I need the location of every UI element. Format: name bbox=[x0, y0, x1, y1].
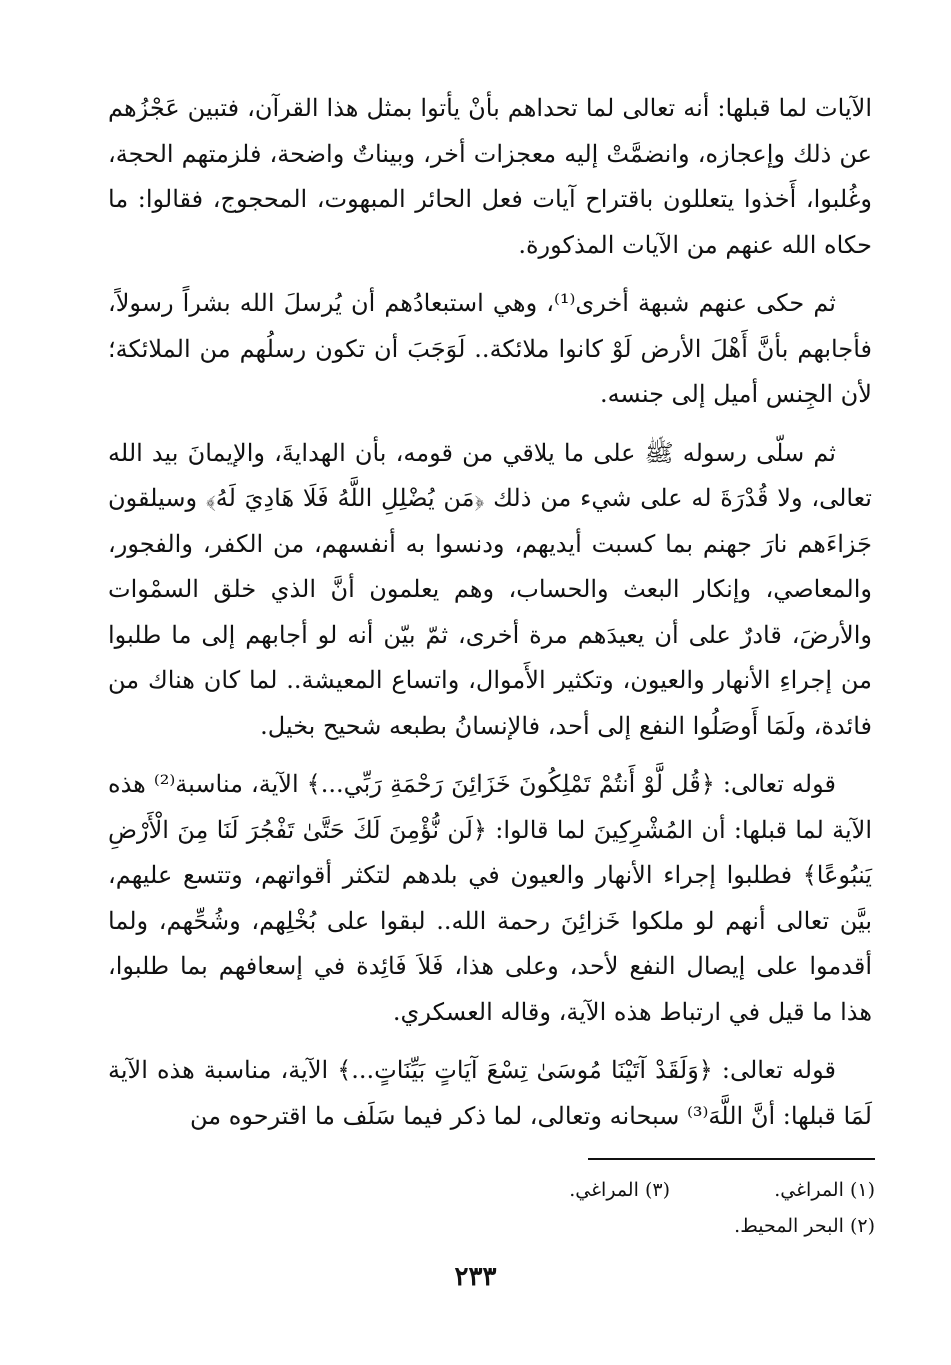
footnote-2 bbox=[670, 1208, 875, 1244]
footnotes bbox=[355, 1172, 875, 1244]
paragraph-3: ثم سلّى رسوله ﷺ على ما يلاقي من قومه، بأن الهدايةَ، والإيمانَ بيد الله تعالى، ولا قُدْرَةَ له على شيء من ذلك ﴿مَن يُضْلِلِ اللَّهُ فَلَا هَادِيَ لَهُ﴾ وسيلقون جَزاءَهم نارَ جهنم بما كسبت أيديهم، ودنسوا به أنفسهم، من الكفر، والفجور، والمعاصي، وإنكار البعث والحساب، وهم يعلمون أنَّ الذي خلق السمْوات والأرضَ، قادرٌ على أن يعيدَهم مرة أخرى، ثمّ بيّن أنه لو أجابهم إلى ما طلبوا من إجراءِ الأنهار والعيون، وتكثير الأَموال، واتساع المعيشة.. لما كان هناك من فائدة، ولَمَا أَوصَلُوا النفع إلى أحد، فالإنسانُ بطبعه شحيح بخيل. bbox=[108, 438, 872, 740]
footnote-number: (١) bbox=[849, 1179, 875, 1201]
paragraph-2: ثم حكى عنهم شبهة أخرى⁽¹⁾، وهي استبعادُهم أن يُرسلَ الله بشراً رسولاً، فأجابهم بأنَّ أَهْلَ الأرض لَوْ كانوا ملائكة.. لَوَجَبَ أن تكون رسلُهم من الملائكة؛ لأن الجِنس أميل إلى جنسه. bbox=[108, 289, 872, 408]
footnote-number: (٢) bbox=[849, 1215, 875, 1237]
footnote-text: المراغي. bbox=[569, 1179, 639, 1201]
footnote-3 bbox=[465, 1172, 670, 1208]
footnote-text: البحر المحيط. bbox=[734, 1215, 844, 1237]
body-text bbox=[108, 86, 872, 1152]
paragraph-5: قوله تعالى: ﴿وَلَقَدْ آتَيْنَا مُوسَىٰ تِسْعَ آيَاتٍ بَيِّنَاتٍ...﴾ الآية، مناسبة هذه الآية لَمَا قبلها: أنَّ اللَّهَ⁽³⁾ سبحانه وتعالى، لما ذكر فيما سَلَف ما اقترحوه من bbox=[108, 1056, 872, 1130]
page-number: ٢٣٣ bbox=[454, 1262, 497, 1292]
paragraph-4: قوله تعالى: ﴿قُل لَّوْ أَنتُمْ تَمْلِكُونَ خَزَائِنَ رَحْمَةِ رَبِّي...﴾ الآية، مناسبة⁽²⁾ هذه الآية لما قبلها: أن المُشْرِكِينَ لما قالوا: ﴿لَن نُّؤْمِنَ لَكَ حَتَّىٰ تَفْجُرَ لَنَا مِنَ الْأَرْضِ يَنبُوعًا﴾ فطلبوا إجراء الأنهار والعيون في بلدهم لتكثر أقواتهم، وتتسع عليهم، بيَّن تعالى أنهم لو ملكوا خَزائِنَ رحمة الله.. لبقوا على بُخْلِهم، وشُحِّهم، ولما أقدموا على إيصال النفع لأحد، وعلى هذا، فَلاَ فَائِدة في إسعافهم بما طلبوا، هذا ما قيل في ارتباط هذه الآية، وقاله العسكري. bbox=[108, 770, 872, 1026]
footnote-row bbox=[355, 1208, 875, 1244]
footnote-number: (٣) bbox=[644, 1179, 670, 1201]
paragraph-1: الآيات لما قبلها: أنه تعالى لما تحداهم بأنْ يأتوا بمثل هذا القرآن، فتبين عَجْزُهم عن ذلك وإعجازه، وانضمَّتْ إليه معجزات أخر، وبيناتٌ واضحة، فلزمتهم الحجة، وغُلبوا، أَخذوا يتعللون باقتراح آيات فعل الحائر المبهوت، المحجوج، فقالوا: ما حكاه الله عنهم من الآيات المذكورة. bbox=[108, 94, 872, 259]
footnote-1 bbox=[670, 1172, 875, 1208]
footnote-row bbox=[355, 1172, 875, 1208]
footnote-text: المراغي. bbox=[774, 1179, 844, 1201]
footnote-separator bbox=[588, 1158, 875, 1160]
